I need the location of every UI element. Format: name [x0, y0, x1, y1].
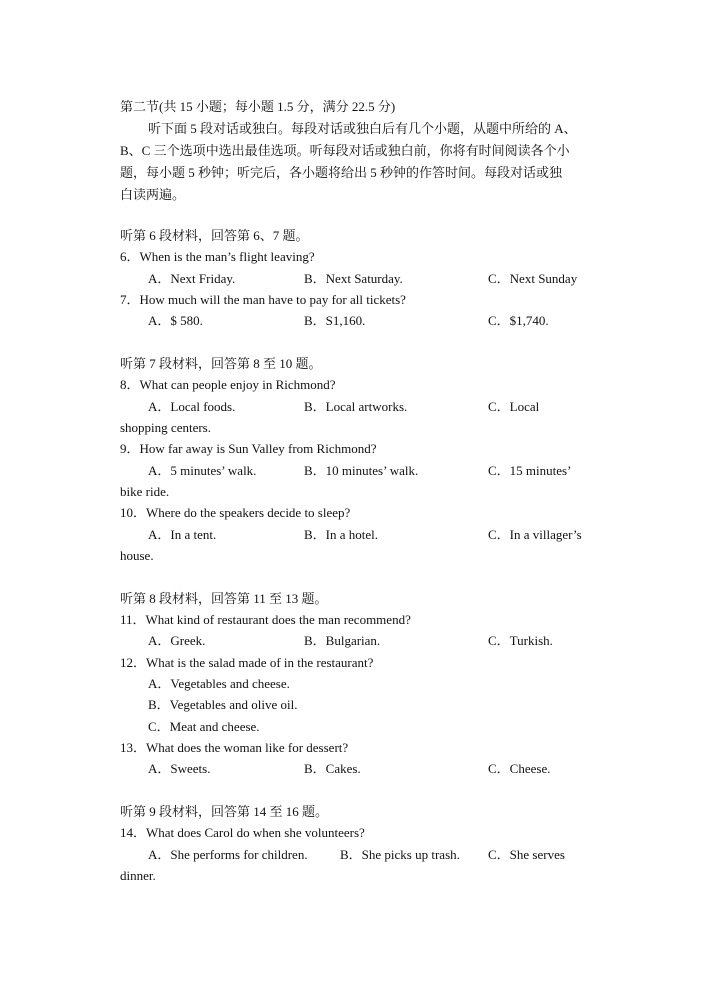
group-header-8: 听第 8 段材料，回答第 11 至 13 题。	[120, 591, 328, 606]
option-11-c: C．Turkish.	[488, 633, 553, 648]
group-header-7: 听第 7 段材料，回答第 8 至 10 题。	[120, 356, 322, 371]
option-8-c: C．Local	[488, 399, 540, 414]
option-11-b: B．Bulgarian.	[304, 633, 381, 648]
option-10-a: A．In a tent.	[148, 527, 217, 542]
option-14-b: B．She picks up trash.	[340, 847, 460, 862]
option-8-a: A．Local foods.	[148, 399, 236, 414]
question-stem-8: 8．What can people enjoy in Richmond?	[120, 377, 336, 392]
option-10-c: C．In a villager’s	[488, 527, 582, 542]
option-13-a: A．Sweets.	[148, 761, 211, 776]
instructions-line-4: 白读两遍。	[120, 187, 186, 202]
option-6-a: A．Next Friday.	[148, 271, 236, 286]
question-stem-6: 6．When is the man’s flight leaving?	[120, 249, 315, 264]
question-stem-7: 7．How much will the man have to pay for all tickets?	[120, 292, 406, 307]
instructions-line-1: 听下面 5 段对话或独白。每段对话或独白后有几个小题，从题中所给的 A、	[148, 121, 577, 136]
option-12-a: A．Vegetables and cheese.	[148, 676, 290, 691]
section-title: 第二节(共 15 小题；每小题 1.5 分，满分 22.5 分)	[120, 99, 396, 114]
question-stem-13: 13．What does the woman like for dessert?	[120, 740, 349, 755]
option-8-c-continued: shopping centers.	[120, 420, 211, 435]
option-6-c: C．Next Sunday	[488, 271, 578, 286]
group-header-9: 听第 9 段材料，回答第 14 至 16 题。	[120, 804, 329, 819]
option-9-c-continued: bike ride.	[120, 484, 170, 499]
instructions-line-2: B、C 三个选项中选出最佳选项。听每段对话或独白前，你将有时间阅读各个小	[120, 143, 570, 158]
question-stem-11: 11．What kind of restaurant does the man recommend?	[120, 612, 411, 627]
option-9-b: B．10 minutes’ walk.	[304, 463, 419, 478]
group-header-6: 听第 6 段材料，回答第 6、7 题。	[120, 228, 309, 243]
option-14-a: A．She performs for children.	[148, 847, 308, 862]
option-14-c: C．She serves	[488, 847, 565, 862]
option-7-a: A．$ 580.	[148, 313, 203, 328]
option-13-b: B．Cakes.	[304, 761, 361, 776]
option-11-a: A．Greek.	[148, 633, 206, 648]
question-stem-10: 10．Where do the speakers decide to sleep?	[120, 505, 351, 520]
option-6-b: B．Next Saturday.	[304, 271, 403, 286]
instructions-line-3: 题，每小题 5 秒钟；听完后，各小题将给出 5 秒钟的作答时间。每段对话或独	[120, 165, 563, 180]
option-9-c: C．15 minutes’	[488, 463, 572, 478]
option-10-b: B．In a hotel.	[304, 527, 379, 542]
question-stem-12: 12．What is the salad made of in the restaurant?	[120, 655, 374, 670]
option-8-b: B．Local artworks.	[304, 399, 408, 414]
option-14-c-continued: dinner.	[120, 868, 156, 883]
option-12-c: C．Meat and cheese.	[148, 719, 260, 734]
question-stem-14: 14．What does Carol do when she volunteers?	[120, 825, 365, 840]
option-12-b: B．Vegetables and olive oil.	[148, 697, 298, 712]
option-13-c: C．Cheese.	[488, 761, 551, 776]
option-7-c: C．$1,740.	[488, 313, 549, 328]
option-9-a: A．5 minutes’ walk.	[148, 463, 257, 478]
option-7-b: B．S1,160.	[304, 313, 366, 328]
option-10-c-continued: house.	[120, 548, 154, 563]
question-stem-9: 9．How far away is Sun Valley from Richmond?	[120, 441, 377, 456]
